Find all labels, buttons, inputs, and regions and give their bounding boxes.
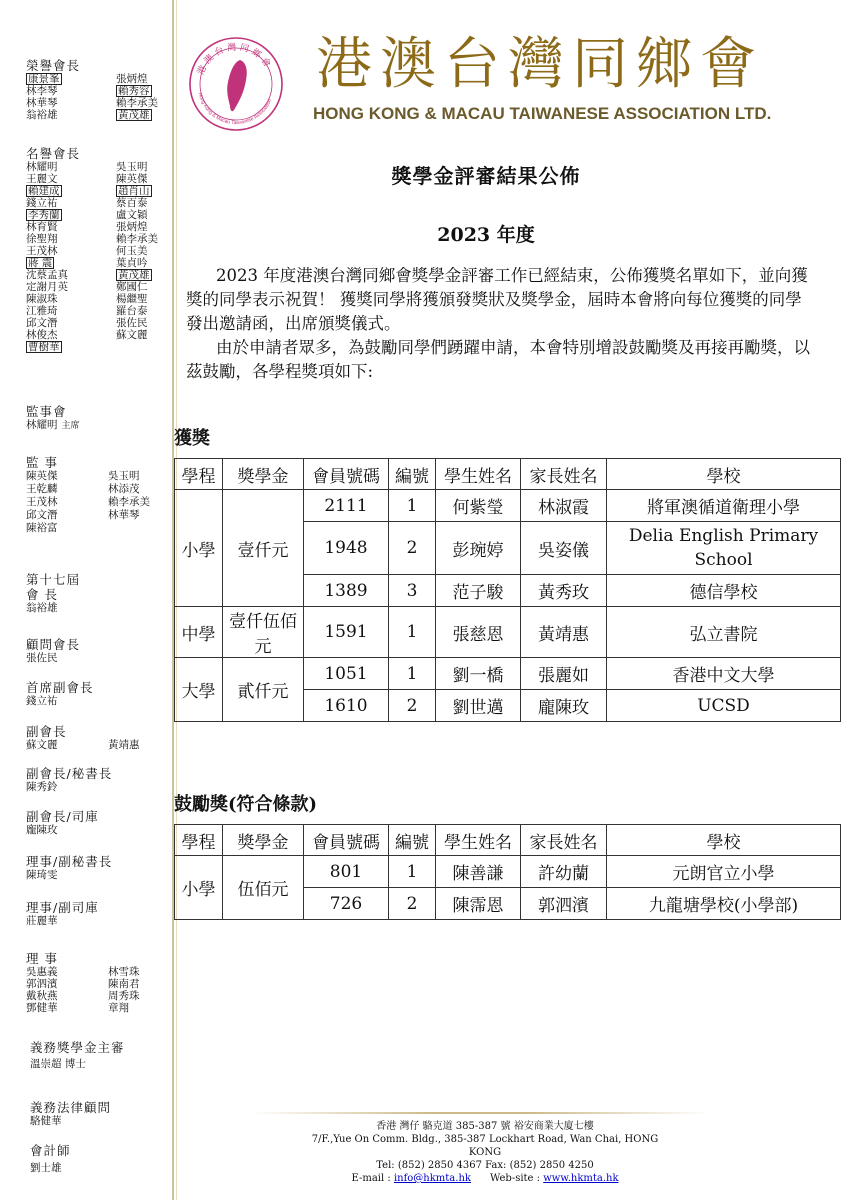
parent-cell: 黃靖惠 (521, 607, 607, 658)
member-cell: 1948 (304, 522, 389, 575)
officer-name: 陳秀鈴 (26, 781, 58, 793)
no-cell: 1 (389, 607, 436, 658)
officer-name: 賴建成 (28, 185, 60, 197)
level-cell: 大學 (175, 658, 223, 722)
officer-name: 周秀珠 (108, 990, 140, 1002)
no-cell: 2 (389, 690, 436, 722)
section-title: 名譽會長 (26, 146, 81, 161)
officer-name: 何玉美 (116, 245, 148, 257)
officer-name: 王麗文 (26, 173, 58, 185)
association-logo (188, 36, 284, 132)
section-title: 第十七屆 (26, 572, 81, 587)
student-cell: 張慈恩 (436, 607, 521, 658)
officer-name: 葉貞吟 (116, 257, 148, 269)
association-name-english: HONG KONG & MACAU TAIWANESE ASSOCIATION LTD. (313, 104, 772, 123)
column-header: 家長姓名 (521, 825, 607, 856)
amount-cell: 伍佰元 (223, 856, 304, 920)
officer-name: 王茂林 (26, 245, 58, 257)
section-title: 義務獎學金主審 (30, 1040, 125, 1055)
officer-name: 錢立祐 (26, 695, 58, 707)
officer-name: 康景峯 (28, 73, 60, 85)
member-cell: 801 (304, 856, 389, 888)
officer-name: 林華琴 (108, 509, 140, 521)
table-row (175, 856, 841, 888)
officer-name: 賴李承美 (116, 97, 158, 109)
section-title: 會 長 (26, 587, 58, 602)
officer-name: 章翔 (108, 1002, 129, 1014)
supervisory-board-section (26, 404, 170, 432)
officer-name: 賴李承美 (108, 496, 150, 508)
member-cell: 1389 (304, 575, 389, 607)
officer-name: 林耀明 (26, 161, 58, 173)
column-header: 學程 (175, 825, 223, 856)
logo-ring-text: 港澳台灣同鄉會 (196, 42, 274, 77)
section-title: 理 事 (26, 951, 58, 966)
officer-name: 徐聖翔 (26, 233, 58, 245)
officer-name: 吳玉明 (108, 470, 140, 482)
section-title: 榮譽會長 (26, 58, 81, 73)
officer-name: 陳裕富 (26, 522, 58, 534)
officer-name: 林俊杰 (26, 329, 58, 341)
officer-name: 邱文潛 (26, 317, 58, 329)
officer-name: 林育賢 (26, 221, 58, 233)
parent-cell: 黃秀玫 (521, 575, 607, 607)
column-header: 學程 (175, 459, 223, 490)
amount-cell: 貳仟元 (223, 658, 304, 722)
officer-name: 駱健華 (30, 1115, 62, 1127)
name-list (26, 470, 170, 535)
column-header: 會員號碼 (304, 459, 389, 490)
notice-title: 獎學金評審結果公佈 (391, 164, 581, 188)
table-row (175, 607, 841, 658)
officer-name: 莊麗華 (26, 915, 58, 927)
first-vice-section (26, 680, 170, 707)
column-header: 家長姓名 (521, 459, 607, 490)
officer-name: 郭泗濱 (26, 978, 58, 990)
officer-name: 李秀蘭 (28, 209, 60, 221)
officer-name: 林耀明 主席 (26, 419, 80, 431)
footer-divider (250, 1112, 710, 1114)
officer-name: 陳英傑 (26, 470, 58, 482)
level-cell: 小學 (175, 856, 223, 920)
table-header-row (175, 459, 841, 490)
vice-section (26, 724, 170, 751)
student-cell: 劉一橋 (436, 658, 521, 690)
vice-treasurer-section (26, 809, 170, 836)
logo-english-text: Hong Kong & Macau Taiwanese Association (196, 92, 274, 127)
section-title: 首席副會長 (26, 680, 94, 695)
level-cell: 中學 (175, 607, 223, 658)
officer-name: 羅台泰 (116, 305, 148, 317)
officer-name: 陳南君 (108, 978, 140, 990)
parent-cell: 龐陳玫 (521, 690, 607, 722)
officer-name: 江雅琦 (26, 305, 58, 317)
member-cell: 1051 (304, 658, 389, 690)
officer-name: 錢立祐 (26, 197, 58, 209)
officer-name: 黃茂雄 (118, 269, 150, 281)
scholarship-chair-section (30, 1040, 174, 1070)
officer-name: 林添茂 (108, 483, 140, 495)
legal-advisor-section (30, 1100, 174, 1127)
member-cell: 726 (304, 888, 389, 920)
officer-name: 賴李承美 (116, 233, 158, 245)
column-header: 學校 (607, 459, 841, 490)
officer-name: 沈蔡孟真 (26, 269, 68, 281)
honorary-president-section (26, 146, 170, 353)
officer-name: 王茂林 (26, 496, 58, 508)
email-link[interactable]: info@hkmta.hk (393, 1173, 471, 1184)
member-cell: 2111 (304, 490, 389, 522)
honorary-chairman-section (26, 58, 170, 121)
officer-name: 定謝月英 (26, 281, 68, 293)
officer-name: 賴秀容 (118, 85, 150, 97)
column-header: 學校 (607, 825, 841, 856)
school-cell: 九龍塘學校(小學部) (607, 888, 841, 920)
footer (300, 1120, 670, 1185)
school-cell: 元朗官立小學 (607, 856, 841, 888)
footer-address-english: 7/F.,Yue On Comm. Bldg., 385-387 Lockhart Road, Wan Chai, HONG KONG (311, 1134, 659, 1158)
school-cell: Delia English Primary School (607, 522, 841, 575)
officer-name: 盧文穎 (116, 209, 148, 221)
officer-name: 鄭國仁 (116, 281, 148, 293)
student-cell: 彭琬婷 (436, 522, 521, 575)
notice-year: 2023 年度 (437, 224, 535, 246)
section-title: 監 事 (26, 455, 58, 470)
footer-contact: E-mail : info@hkmta.hk Web-site : www.hkmta.hk (351, 1173, 619, 1184)
officer-name: 林雪珠 (108, 966, 140, 978)
section-title: 副會長 (26, 724, 67, 739)
officer-name: 溫崇超 博士 (30, 1058, 86, 1070)
no-cell: 2 (389, 522, 436, 575)
officer-name: 翁裕雄 (26, 109, 58, 121)
officer-name: 蔡百泰 (116, 197, 148, 209)
school-cell: 弘立書院 (607, 607, 841, 658)
member-cell: 1591 (304, 607, 389, 658)
footer-tel-fax: Tel: (852) 2850 4367 Fax: (852) 2850 4250 (376, 1160, 594, 1171)
section-title: 副會長/秘書長 (26, 766, 113, 781)
officer-name: 張佐民 (116, 317, 148, 329)
no-cell: 1 (389, 490, 436, 522)
student-cell: 何紫瑩 (436, 490, 521, 522)
footer-address-chinese: 香港 灣仔 駱克道 385-387 號 裕安商業大廈七樓 (376, 1121, 594, 1132)
president-section (26, 572, 170, 614)
officer-name: 張炳煌 (116, 221, 148, 233)
no-cell: 1 (389, 856, 436, 888)
table-header-row (175, 825, 841, 856)
supervisors-section (26, 455, 170, 535)
no-cell: 3 (389, 575, 436, 607)
website-link[interactable]: www.hkmta.hk (543, 1173, 619, 1184)
advisor-chairman-section (26, 637, 170, 664)
officer-role-note: 主席 (61, 421, 80, 431)
member-cell: 1610 (304, 690, 389, 722)
officer-name: 陳英傑 (116, 173, 148, 185)
association-name-chinese: 港澳台灣同鄉會 (316, 32, 764, 97)
school-cell: UCSD (607, 690, 841, 722)
officer-name: 陳淑珠 (26, 293, 58, 305)
officer-name: 吳玉明 (116, 161, 148, 173)
column-header: 會員號碼 (304, 825, 389, 856)
student-cell: 陳善謙 (436, 856, 521, 888)
parent-cell: 郭泗濱 (521, 888, 607, 920)
section-title: 副會長/司庫 (26, 809, 99, 824)
officer-name: 蔣 震 (28, 257, 53, 269)
section-title: 顧問會長 (26, 637, 81, 652)
parent-cell: 許幼蘭 (521, 856, 607, 888)
school-cell: 香港中文大學 (607, 658, 841, 690)
column-header: 學生姓名 (436, 459, 521, 490)
encouragement-table (174, 824, 841, 920)
column-header: 學生姓名 (436, 825, 521, 856)
column-header: 編號 (389, 825, 436, 856)
parent-cell: 吳姿儀 (521, 522, 607, 575)
officer-name: 鄧健華 (26, 1002, 58, 1014)
table-row (175, 490, 841, 522)
no-cell: 2 (389, 888, 436, 920)
section-title: 監事會 (26, 404, 67, 419)
officer-name: 張佐民 (26, 652, 58, 664)
section-title: 理事/副司庫 (26, 900, 99, 915)
level-cell: 小學 (175, 490, 223, 607)
section-title: 義務法律顧問 (30, 1100, 112, 1115)
officer-name: 邱文潛 (26, 509, 58, 521)
officer-name: 戴秋燕 (26, 990, 58, 1002)
column-header: 編號 (389, 459, 436, 490)
officer-name: 楊繼聖 (116, 293, 148, 305)
officer-name: 黃茂雄 (118, 109, 150, 121)
officer-name: 王乾麟 (26, 483, 58, 495)
student-cell: 劉世邁 (436, 690, 521, 722)
officer-sidebar (0, 0, 172, 1200)
vice-secretary-section (26, 766, 170, 793)
encouragement-heading: 鼓勵獎(符合條款) (174, 794, 318, 815)
parent-cell: 張麗如 (521, 658, 607, 690)
awards-table (174, 458, 841, 722)
amount-cell: 壹仟元 (223, 490, 304, 607)
officer-name: 翁裕雄 (26, 602, 58, 614)
section-title: 會計師 (30, 1143, 71, 1158)
awards-heading: 獲獎 (174, 428, 210, 449)
school-cell: 將軍澳循道衛理小學 (607, 490, 841, 522)
name-list (26, 73, 170, 121)
school-cell: 德信學校 (607, 575, 841, 607)
table-row (175, 658, 841, 690)
name-list (26, 161, 170, 353)
no-cell: 1 (389, 658, 436, 690)
officer-name: 蘇文麗 (116, 329, 148, 341)
amount-cell: 壹仟伍佰元 (223, 607, 304, 658)
officer-name: 吳惠義 (26, 966, 58, 978)
student-cell: 陳霈恩 (436, 888, 521, 920)
officer-name: 林華琴 (26, 97, 58, 109)
officer-names: 蘇文麗 黃靖惠 (26, 739, 140, 751)
officer-name: 曹樹華 (28, 341, 60, 353)
directors-section (26, 951, 170, 1014)
student-cell: 范子駿 (436, 575, 521, 607)
officer-name: 張炳煌 (116, 73, 148, 85)
deputy-secretary-section (26, 854, 170, 881)
accountant-section (30, 1143, 174, 1174)
column-header: 獎學金 (223, 825, 304, 856)
section-title: 理事/副秘書長 (26, 854, 113, 869)
column-header: 獎學金 (223, 459, 304, 490)
officer-name: 陳琦雯 (26, 869, 58, 881)
name-list (26, 966, 170, 1014)
officer-name: 趙肖山 (118, 185, 150, 197)
notice-paragraph-2: 由於申請者眾多，為鼓勵同學們踴躍申請，本會特別增設鼓勵獎及再接再勵獎，以茲鼓勵，各學程獎項如下: (186, 338, 810, 381)
officer-name: 龐陳玫 (26, 824, 58, 836)
officer-name: 劉士雄 (30, 1162, 62, 1174)
officer-name: 林李琴 (26, 85, 58, 97)
notice-paragraph-1: 2023 年度港澳台灣同鄉會獎學金評審工作已經結束，公佈獲獎名單如下，並向獲獎的同學表示祝賀！ 獲獎同學將獲頒發獎狀及獎學金，屆時本會將向每位獲獎的同學發出邀請函，出席頒獎儀式。 (186, 266, 808, 333)
deputy-treasurer-section (26, 900, 170, 927)
parent-cell: 林淑霞 (521, 490, 607, 522)
